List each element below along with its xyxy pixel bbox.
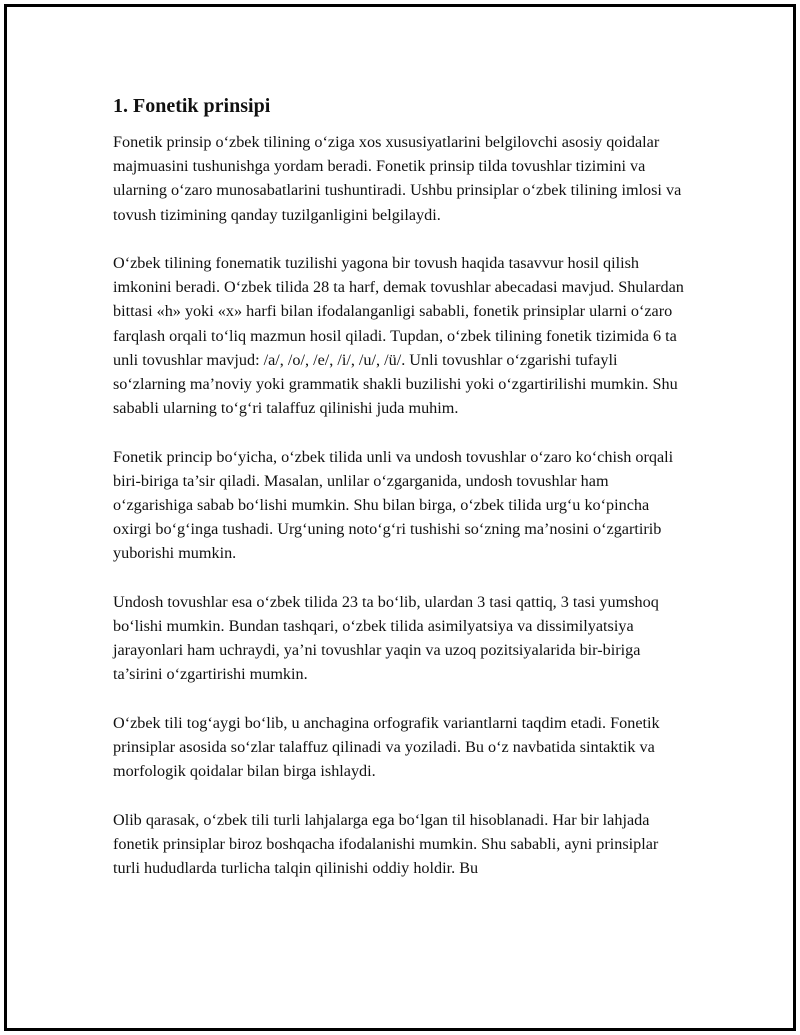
paragraph-2: O‘zbek tilining fonematik tuzilishi yagona bir tovush haqida tasavvur hosil qilish imkonini beradi. O‘zbek tilida 28 ta harf, demak tovushlar abecadasi mavjud. Shulardan bittasi «h» yoki «x» harfi bilan ifodalanganligi sababli, fonetik prinsiplar ularni o‘zaro farqlash orqali to‘liq mazmun hosil qiladi. Tupdan, o‘zbek tilining fonetik tizimida 6 ta unli tovushlar mavjud: /a/, /o/, /e/, /i/, /u/, /ü/. Unli tovushlar o‘zgarishi tufayli so‘zlarning ma’noviy yoki grammatik shakli buzilishi yoki o‘zgartirilishi mumkin. Shu sababli ularning to‘g‘ri talaffuz qilinishi juda muhim.	[113, 254, 684, 418]
paragraph-6: Olib qarasak, o‘zbek tili turli lahjalarga ega bo‘lgan til hisoblanadi. Har bir lahjada fonetik prinsiplar biroz boshqacha ifodalanishi mumkin. Shu sababli, ayni prinsiplar turli hududlarda turlicha talqin qilinishi oddiy holdir. Bu	[113, 810, 659, 878]
document-body	[113, 92, 685, 904]
section-heading: 1. Fonetik prinsipi	[113, 95, 271, 117]
paragraph-4: Undosh tovushlar esa o‘zbek tilida 23 ta bo‘lib, ulardan 3 tasi qattiq, 3 tasi yumshoq bo‘lishi mumkin. Bundan tashqari, o‘zbek tilida asimilyatsiya va dissimilyatsiya jarayonlari ham uchraydi, ya’ni tovushlar yaqin va uzoq pozitsiyalarida bir-biriga ta’sirini o‘zgartirishi mumkin.	[113, 592, 659, 684]
paragraph-5: O‘zbek tili tog‘aygi bo‘lib, u anchagina orfografik variantlarni taqdim etadi. Fonetik prinsiplar asosida so‘zlar talaffuz qilinadi va yoziladi. Bu o‘z navbatida sintaktik va morfologik qoidalar bilan birga ishlaydi.	[113, 713, 660, 781]
paragraph-1: Fonetik prinsip o‘zbek tilining o‘ziga xos xususiyatlarini belgilovchi asosiy qoidalar majmuasini tushunishga yordam beradi. Fonetik prinsip tilda tovushlar tizimini va ularning o‘zaro munosabatlarini tushuntiradi. Ushbu prinsiplar o‘zbek tilining imlosi va tovush tizimining qanday tuzilganligini belgilaydi.	[113, 133, 682, 224]
paragraph-3: Fonetik princip bo‘yicha, o‘zbek tilida unli va undosh tovushlar o‘zaro ko‘chish orqali biri-biriga ta’sir qiladi. Masalan, unlilar o‘zgarganida, undosh tovushlar ham o‘zgarishiga sabab bo‘lishi mumkin. Shu bilan birga, o‘zbek tilida urg‘u ko‘pincha oxirgi bo‘g‘inga tushadi. Urg‘uning noto‘g‘ri tushishi so‘zning ma’nosini o‘zgartirib yuborishi mumkin.	[113, 447, 674, 563]
